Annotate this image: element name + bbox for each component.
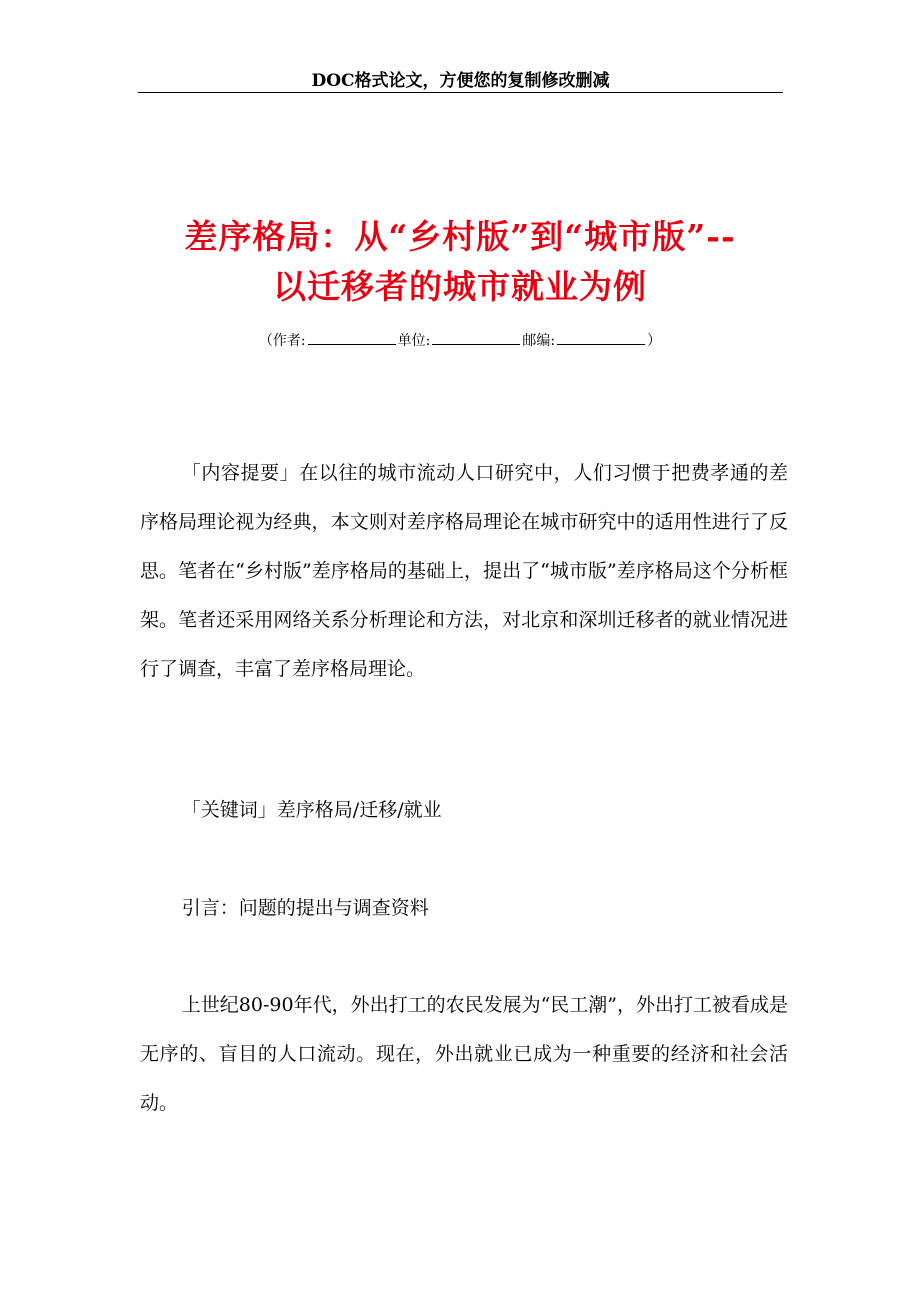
title-line-2: 以迁移者的城市就业为例 [273,267,647,306]
title-line-1: 差序格局：从“乡村版”到“城市版”-- [184,217,736,256]
abstract-paragraph: 「内容提要」在以往的城市流动人口研究中，人们习惯于把费孝通的差序格局理论视为经典，本文则对差序格局理论在城市研究中的适用性进行了反思。笔者在“乡村版”差序格局的基础上，提出了“城市版”差序格局这个分析框架。笔者还采用网络关系分析理论和方法，对北京和深圳迁移者的就业情况进行了调查，丰富了差序格局理论。 [140,462,788,680]
author-byline [140,330,780,350]
intro-heading: 引言：问题的提出与调查资料 [181,897,429,919]
author-blank [308,330,396,345]
postcode-label: 邮编: [522,333,556,349]
keywords-paragraph: 「关键词」差序格局/迁移/就业 [181,799,442,821]
body-paragraph: 上世纪80-90年代，外出打工的农民发展为“民工潮”，外出打工被看成是无序的、盲目的人口流动。现在，外出就业已成为一种重要的经济和社会活动。 [140,994,788,1114]
document-title [120,212,800,312]
unit-blank [432,330,520,345]
postcode-blank [557,330,645,345]
page-header: DOC格式论文，方便您的复制修改删减 [311,71,610,91]
byline-close: ） [647,333,662,349]
author-label: （作者: [258,333,306,349]
unit-label: 单位: [397,333,431,349]
header-divider [138,92,783,93]
